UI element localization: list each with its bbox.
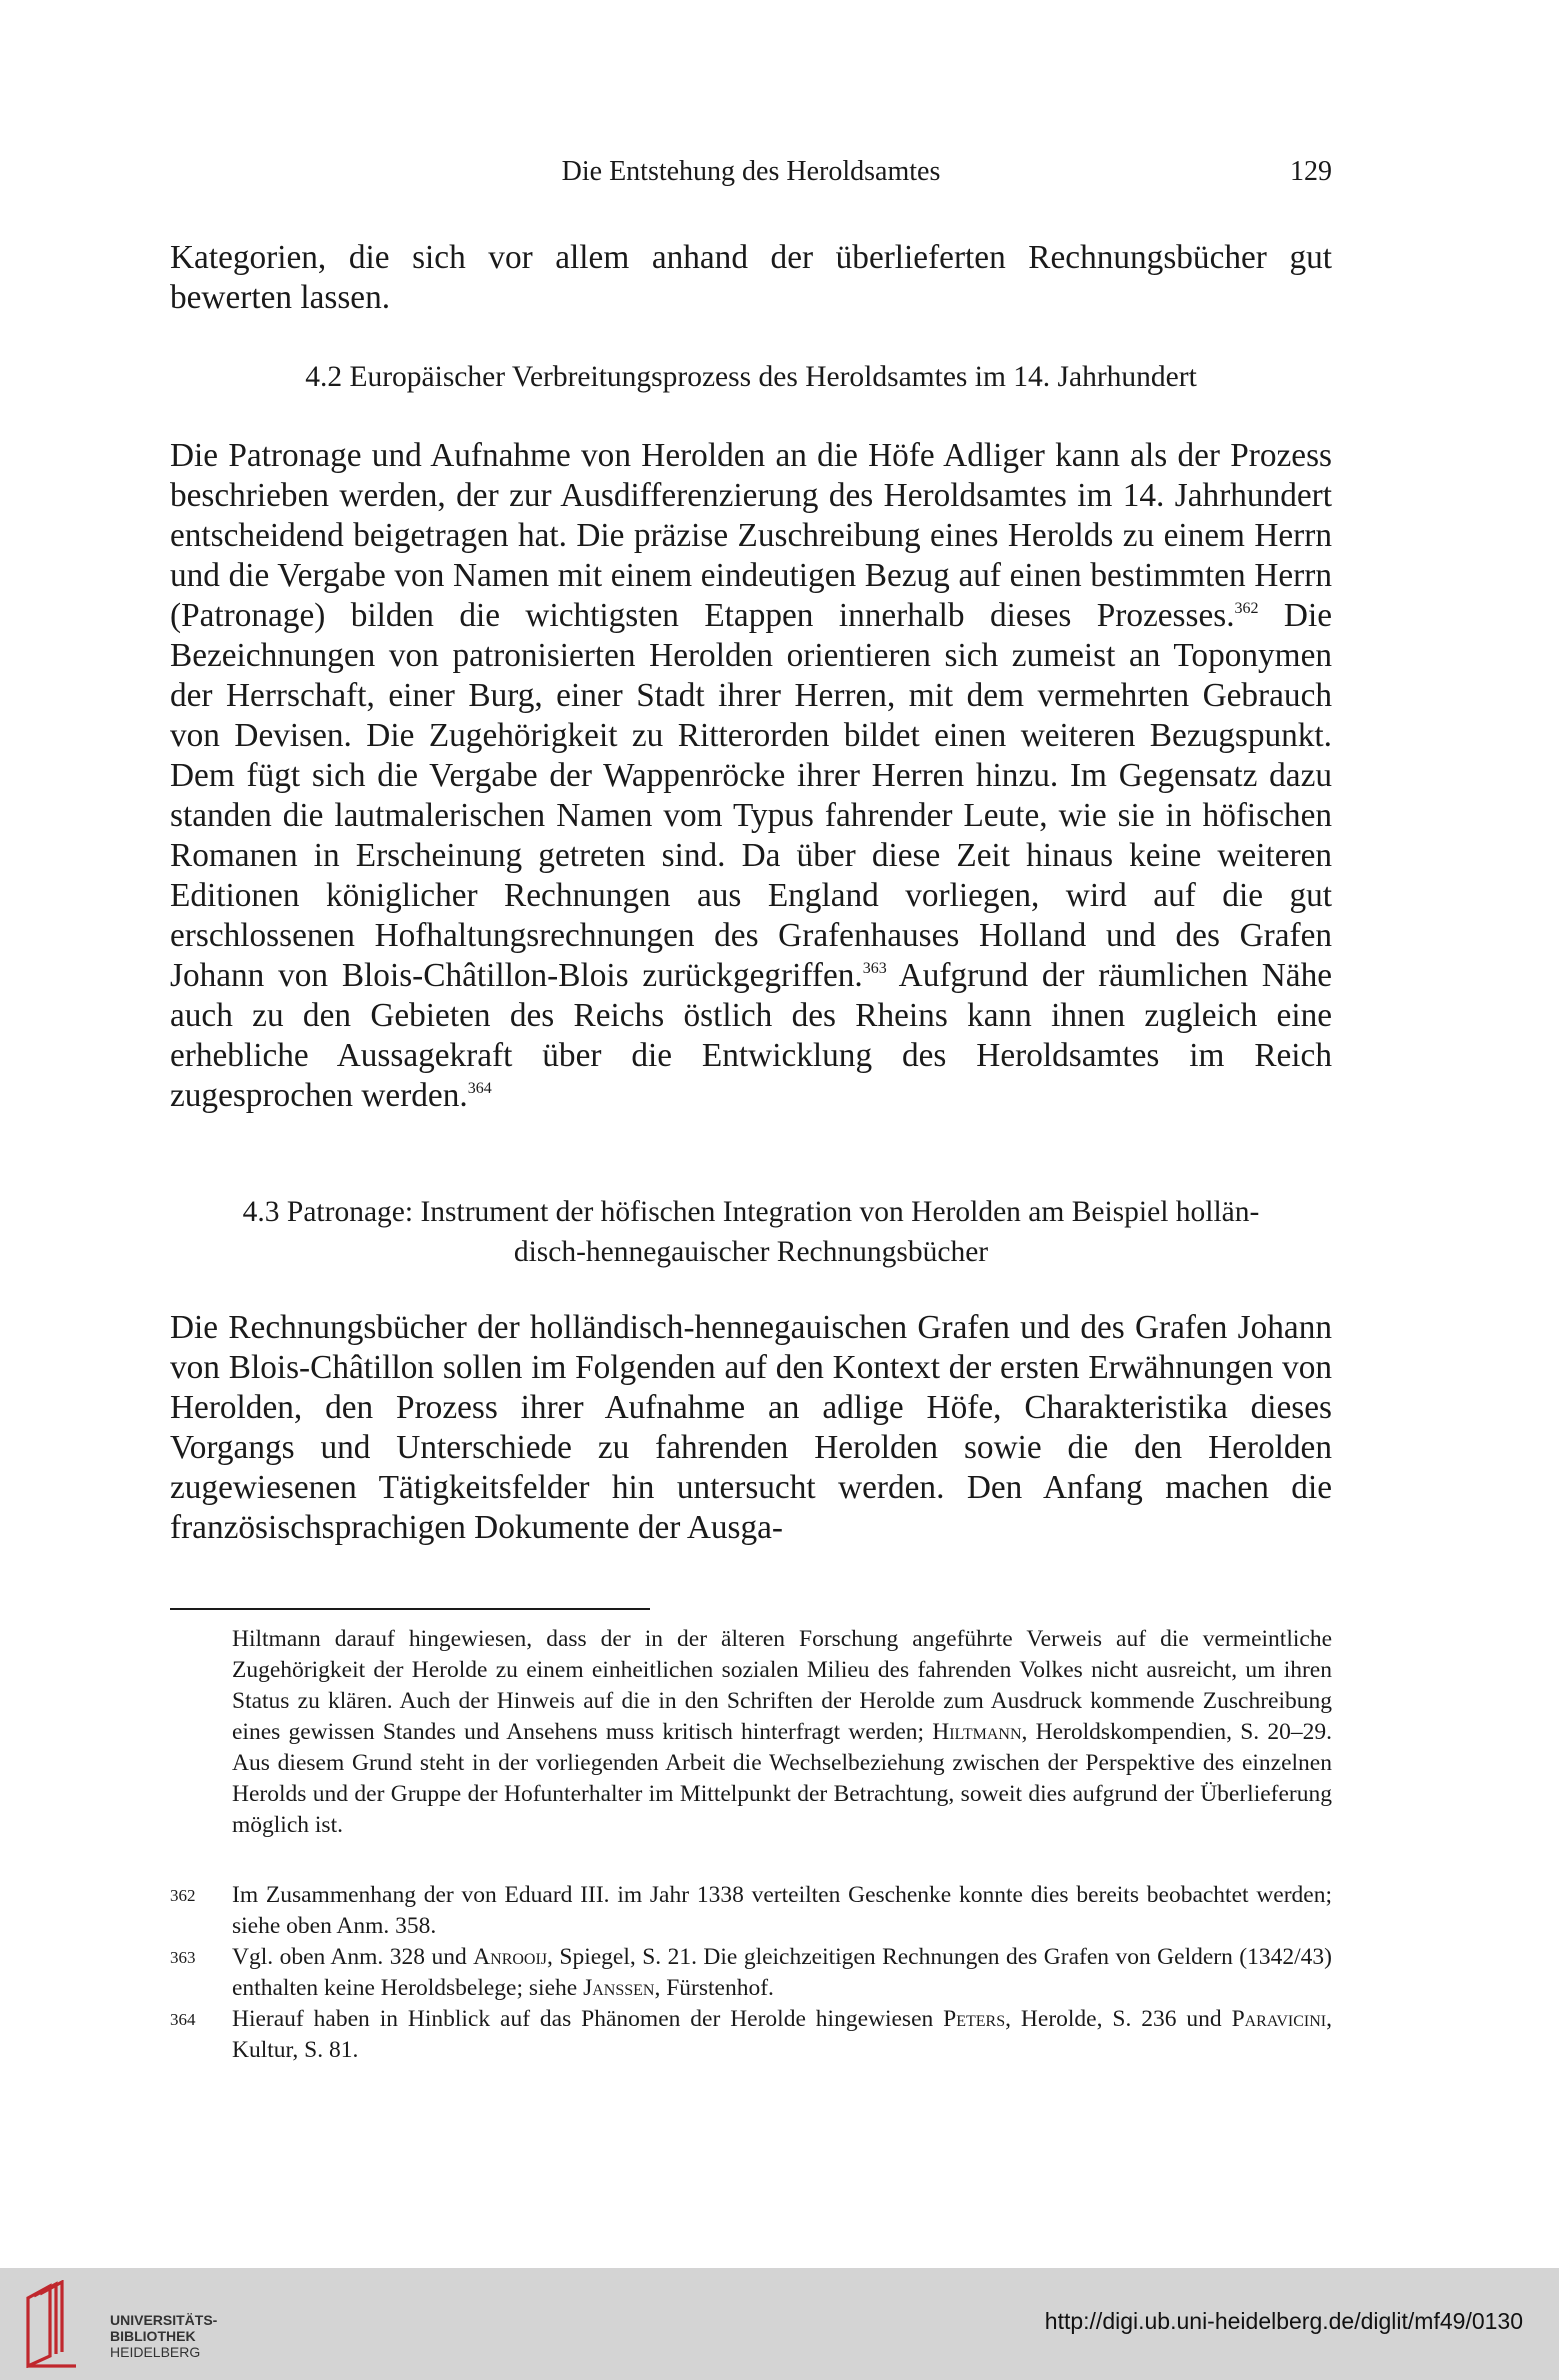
paragraph-2-text-b: Die Bezeichnungen von patronisierten Herolden orientieren sich zumeist an Toponymen der Herrschaft, einer Burg, einer Stadt ihrer Herren, mit dem vermehrten Gebrauch von Devisen. Die Zugehörigkeit zu Ritterorden bildet einen weiteren Bezugspunkt. Dem fügt sich die Vergabe der Wappenröcke ihrer Herren hinzu. Im Gegensatz dazu standen die lautmalerischen Namen vom Typus fahrender Leute, wie sie in höfischen Romanen in Erscheinung getreten sind. Da über diese Zeit hinaus keine weiteren Editionen königlicher Rechnungen aus England vorliegen, wird auf die gut erschlossenen Hofhaltungsrechnungen des Grafenhauses Holland und des Grafen Johann von Blois-Châtillon-Blois zurückgegriffen. <box>170 597 1332 994</box>
logo-line-3: HEIDELBERG <box>110 2344 201 2360</box>
footnote-divider <box>170 1608 650 1610</box>
logo-line-2: BIBLIOTHEK <box>110 2328 196 2344</box>
page-number: 129 <box>1290 156 1332 187</box>
footnote-number-363: 363 <box>170 1948 196 1967</box>
footnote-number-364: 364 <box>170 2010 196 2029</box>
footnote-364-text-a: Hierauf haben in Hinblick auf das Phänomen der Herolde hingewiesen <box>232 2006 944 2032</box>
section-heading-4-3-line2: disch-hennegauischer Rechnungsbücher <box>513 1236 989 1268</box>
footnote-continuation <box>232 1624 1332 1841</box>
section-heading-4-3-line1: 4.3 Patronage: Instrument der höfischen Integration von Herolden am Beispiel hollän- <box>242 1196 1260 1228</box>
footnote-ref-364[interactable]: 364 <box>467 1080 492 1097</box>
section-heading-4-2: 4.2 Europäischer Verbreitungsprozess des Heroldsamtes im 14. Jahrhundert <box>305 361 1197 393</box>
paragraph-1: Kategorien, die sich vor allem anhand der überlieferten Rechnungsbücher gut bewerten lassen. <box>170 239 1332 316</box>
paragraph-2-text-a: Die Patronage und Aufnahme von Herolden an die Höfe Adliger kann als der Prozess beschrieben werden, der zur Ausdifferenzierung des Heroldsamtes im 14. Jahrhundert entscheidend beigetragen hat. Die präzise Zuschreibung eines Herolds zu einem Herrn und die Vergabe von Namen mit einem eindeutigen Bezug auf einen bestimmten Herrn (Patronage) bilden die wichtigsten Etappen innerhalb dieses Prozesses. <box>170 437 1332 634</box>
footnote-363-text-c: , Fürstenhof. <box>654 1975 774 2001</box>
footnote-363-text-a: Vgl. oben Anm. 328 und <box>232 1944 474 1970</box>
author-janssen: Janssen <box>583 1975 655 2001</box>
library-logo-icon <box>20 2280 84 2368</box>
paragraph-2-text-c: Aufgrund der räumlichen Nähe auch zu den Gebieten des Reichs östlich des Rheins kann ihnen zugleich eine erhebliche Aussagekraft über die Entwicklung des Heroldsamtes im Reich zugesprochen werden. <box>170 957 1332 1114</box>
footnote-362: Im Zusammenhang der von Eduard III. im Jahr 1338 verteilten Geschenke konnte dies bereits beobachtet werden; siehe oben Anm. 358. <box>232 1882 1332 1939</box>
paragraph-2 <box>170 436 1332 1116</box>
footnote-ref-363[interactable]: 363 <box>862 960 887 977</box>
footnote-364 <box>232 2004 1332 2066</box>
footnote-cont-text-a: Hiltmann darauf hingewiesen, dass der in der älteren Forschung angeführte Verweis auf die vermeintliche Zugehörigkeit der Herolde zu einem einheitlichen sozialen Milieu des fahrenden Volkes nicht ausreicht, um ihren Status zu klären. Auch der Hinweis auf die in den Schriften der Herolde zum Ausdruck kommende Zuschreibung eines gewissen Standes und Ansehens muss kritisch hinterfragt werden; <box>232 1626 1332 1745</box>
footnote-364-text-b: , Herolde, S. 236 und <box>1005 2006 1232 2032</box>
footnote-number-362: 362 <box>170 1886 196 1905</box>
section-heading-4-3 <box>170 1192 1332 1272</box>
footnote-364-text-c: , Kultur, S. 81. <box>232 2006 1332 2063</box>
author-anrooij: Anrooij <box>473 1944 548 1970</box>
author-hiltmann: Hiltmann <box>932 1719 1022 1745</box>
library-footer-bar <box>0 2268 1559 2380</box>
logo-line-1: UNIVERSITÄTS- <box>110 2312 218 2328</box>
author-paravicini: Paravicini <box>1231 2006 1327 2032</box>
source-url-link[interactable]: http://digi.ub.uni-heidelberg.de/diglit/mf49/0130 <box>1044 2308 1523 2334</box>
footnote-ref-362[interactable]: 362 <box>1234 600 1259 617</box>
footnote-cont-text-b: , Heroldskompendien, S. 20–29. Aus diesem Grund steht in der vorliegenden Arbeit die Wechselbeziehung zwischen der Perspektive des einzelnen Herolds und der Gruppe der Hofunterhalter im Mittelpunkt der Betrachtung, soweit dies aufgrund der Überlieferung möglich ist. <box>232 1719 1332 1838</box>
footnote-363 <box>232 1942 1332 2004</box>
running-title: Die Entstehung des Heroldsamtes <box>561 156 941 187</box>
library-logo[interactable] <box>20 2280 218 2370</box>
library-logo-text <box>110 2312 217 2360</box>
running-head <box>170 152 1332 192</box>
author-peters: Peters <box>943 2006 1006 2032</box>
paragraph-3: Die Rechnungsbücher der holländisch-hennegauischen Grafen und des Grafen Johann von Blois-Châtillon sollen im Folgenden auf den Kontext der ersten Erwähnungen von Herolden, den Prozess ihrer Aufnahme an adlige Höfe, Charakteristika dieses Vorgangs und Unterschiede zu fahrenden Herolden sowie die den Herolden zugewiesenen Tätigkeitsfelder hin untersucht werden. Den Anfang machen die französischsprachigen Dokumente der Ausga- <box>170 1309 1332 1546</box>
footnote-363-text-b: , Spiegel, S. 21. Die gleichzeitigen Rechnungen des Grafen von Geldern (1342/43) enthalten keine Heroldsbelege; siehe <box>232 1944 1332 2001</box>
